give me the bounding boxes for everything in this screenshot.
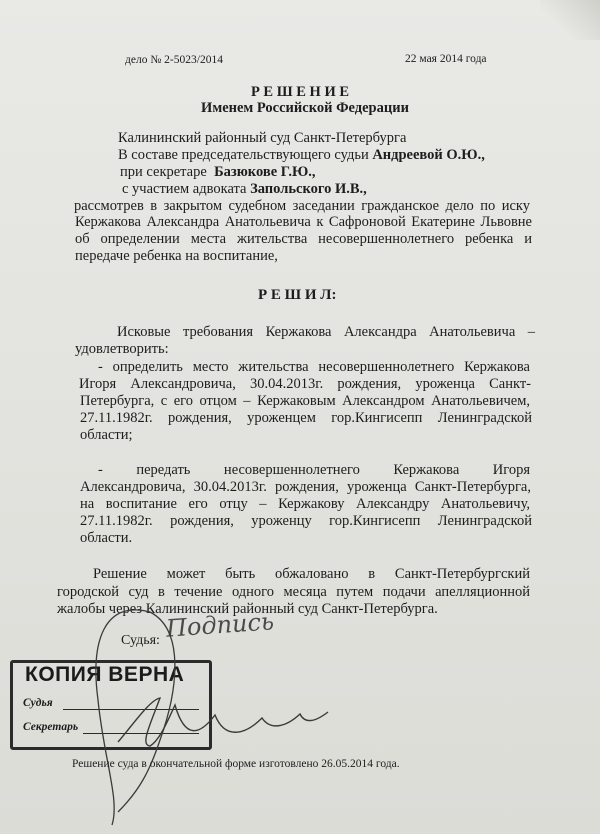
intro-text-line3: об определении места жительства несовершеннолетнего ребенка и bbox=[75, 231, 532, 247]
secretary-prefix: при секретаре bbox=[120, 164, 207, 180]
claim-line2: удовлетворить: bbox=[75, 341, 169, 357]
item2-line3: на воспитание его отцу – Кержакову Александру Анатольевичу, bbox=[80, 496, 530, 512]
item1-line3: Петербурга, с его отцом – Кержаковым Александром Анатольевичем, bbox=[80, 393, 530, 409]
item1-line5: области; bbox=[80, 427, 133, 443]
claim-line1: Исковые требования Кержакова Александра Анатольевича – bbox=[117, 324, 535, 340]
intro-text-line1: рассмотрев в закрытом судебном заседании гражданское дело по иску bbox=[74, 198, 530, 214]
court-name: Калининский районный суд Санкт-Петербурга bbox=[118, 130, 407, 146]
secretary-signature bbox=[118, 698, 328, 746]
stamp-title: КОПИЯ ВЕРНА bbox=[25, 663, 185, 686]
stamp-secretary-label: Секретарь bbox=[23, 721, 79, 733]
final-form-note: Решение суда в окончательной форме изготовлено 26.05.2014 года. bbox=[72, 758, 400, 770]
item1-line2: Игоря Александровича, 30.04.2013г. рождения, уроженца Санкт- bbox=[79, 376, 531, 392]
appeal-line1: Решение может быть обжаловано в Санкт-Петербургский bbox=[93, 566, 530, 582]
decision-title: Р Е Ш Е Н И Е bbox=[250, 84, 350, 100]
signature-loop bbox=[96, 610, 175, 825]
item2-line2: Александровича, 30.04.2013г. рождения, уроженца Санкт-Петербурга, bbox=[80, 479, 531, 495]
in-name-of-federation: Именем Российской Федерации bbox=[201, 100, 409, 116]
item2-line1: - передать несовершеннолетнего Кержакова Игоря bbox=[98, 462, 530, 478]
appeal-line2: городской суд в течение одного месяца путем подачи апелляционной bbox=[57, 584, 530, 600]
case-number: дело № 2-5023/2014 bbox=[125, 54, 223, 66]
judge-prefix: В составе председательствующего судьи bbox=[118, 147, 369, 163]
document-date: 22 мая 2014 года bbox=[405, 53, 487, 65]
item1-line1: - определить место жительства несовершеннолетнего Кержакова bbox=[98, 359, 530, 375]
judge-handwritten-signature: Подпись bbox=[165, 607, 275, 643]
intro-text-line4: передаче ребенка на воспитание, bbox=[75, 248, 278, 264]
judge-signature-label: Судья: bbox=[121, 633, 160, 648]
stamp-judge-label: Судья bbox=[23, 697, 53, 709]
item2-line4: 27.11.1982г. рождения, уроженцу гор.Кингисепп Ленинградской bbox=[80, 513, 532, 529]
resolved-heading: Р Е Ш И Л: bbox=[258, 287, 337, 303]
item1-line4: 27.11.1982г. рождения, уроженцем гор.Кингисепп Ленинградской bbox=[80, 410, 532, 426]
intro-text-line2: Кержакова Александра Анатольевича к Сафроновой Екатерине Львовне bbox=[75, 214, 532, 230]
appeal-line3: жалобы через Калининский районный суд Санкт-Петербурга. bbox=[57, 601, 438, 617]
secretary-name: Базюкове Г.Ю., bbox=[214, 164, 316, 180]
judge-name: Андреевой О.Ю., bbox=[372, 147, 485, 163]
lawyer-prefix: с участием адвоката bbox=[122, 181, 247, 197]
lawyer-name: Запольского И.В., bbox=[250, 181, 367, 197]
item2-line5: области. bbox=[80, 530, 133, 546]
